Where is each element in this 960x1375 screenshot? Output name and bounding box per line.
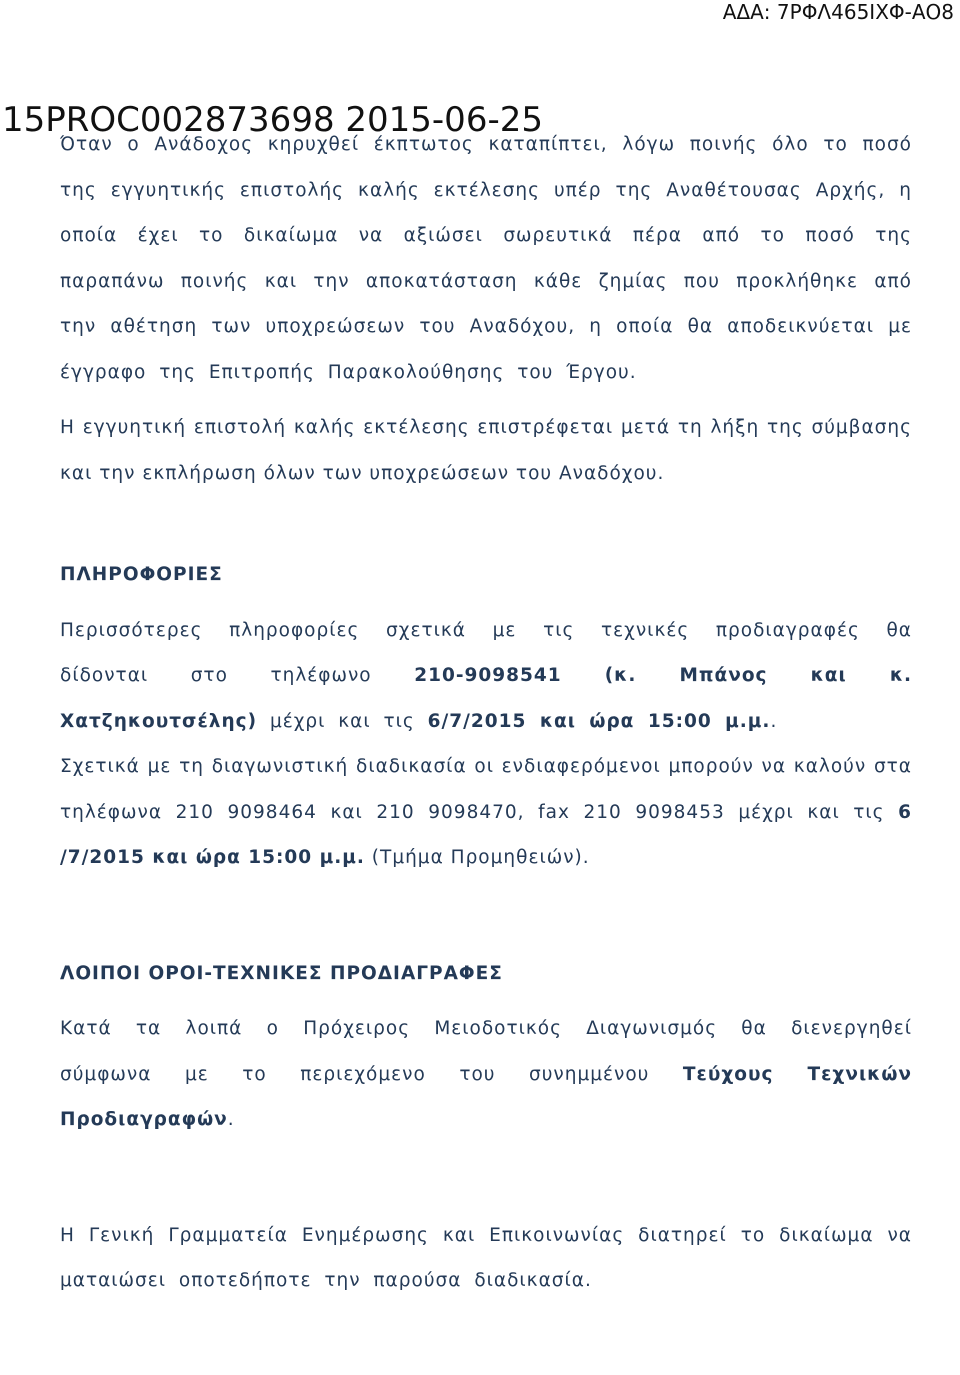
procurement-department: (Τμήμα Προμηθειών). <box>371 847 590 868</box>
other-terms-heading: ΛΟΙΠΟΙ ΟΡΟΙ-ΤΕΧΝΙΚΕΣ ΠΡΟΔΙΑΓΡΑΦΕΣ <box>60 962 503 984</box>
info-heading: ΠΛΗΡΟΦΟΡΙΕΣ <box>60 564 223 585</box>
info-phone-contacts: 210-9098541 (κ. Μπάνος και κ. Χατζηκουτσέλης) <box>60 665 912 732</box>
procedure-deadline: 6 /7/2015 και ώρα 15:00 μ.μ. <box>60 801 912 868</box>
paragraph-forfeiture: Όταν ο Ανάδοχος κηρυχθεί έκπτωτος καταπίπτει, λόγω ποινής όλο το ποσό της εγγυητικής επιστολής καλής εκτέλεσης υπέρ της Αναθέτουσας Αρχής, η οποία έχει το δικαίωμα να αξιώσει σωρευτικά πέρα από το ποσό της παραπάνω ποινής και την αποκατάσταση κάθε ζημίας που προκλήθηκε από την αθέτηση των υποχρεώσεων του Αναδόχου, η οποία θα αποδεικνύεται με έγγραφο της Επιτροπής Παρακολούθησης του Έργου. <box>60 134 912 383</box>
technical-specifications-volume: Τεύχους Τεχνικών Προδιαγραφών <box>60 1063 913 1130</box>
info-text-intro: Περισσότερες πληροφορίες σχετικά με τις τεχνικές προδιαγραφές θα δίδονται στο τηλέφωνο <box>60 619 912 686</box>
info-deadline: 6/7/2015 και ώρα 15:00 μ.μ. <box>427 710 771 732</box>
paragraph-cancellation-right: Η Γενική Γραμματεία Ενημέρωσης και Επικοινωνίας διατηρεί το δικαίωμα να ματαιώσει οποτεδήποτε την παρούσα διαδικασία. <box>60 1224 912 1291</box>
paragraph-other-terms: Κατά τα λοιπά ο Πρόχειρος Μειοδοτικός Διαγωνισμός θα διενεργηθεί σύμφωνα με το περιεχόμενο του συνημμένου Τεύχους Τεχνικών Προδιαγραφών. <box>60 1018 913 1130</box>
document-body <box>60 122 912 1304</box>
paragraph-info-procedure <box>60 744 912 881</box>
info-text-until: μέχρι και τις <box>269 710 415 732</box>
paragraph-info-technical: Περισσότερες πληροφορίες σχετικά με τις τεχνικές προδιαγραφές θα δίδονται στο τηλέφωνο 210-9098541 (κ. Μπάνος και κ. Χατζηκουτσέλης) μέχρι και τις 6/7/2015 και ώρα 15:00 μ.μ.. <box>60 619 912 732</box>
procedure-contacts-text: Σχετικά με τη διαγωνιστική διαδικασία οι ενδιαφερόμενοι μπορούν να καλούν στα τηλέφωνα 210 9098464 και 210 9098470, fax 210 9098453 μέχρι και τις <box>60 756 912 823</box>
paragraph-guarantee-return: Η εγγυητική επιστολή καλής εκτέλεσης επιστρέφεται μετά τη λήξη της σύμβασης και την εκπλήρωση όλων των υποχρεώσεων του Αναδόχου. <box>60 417 912 484</box>
ada-stamp: ΑΔΑ: 7ΡΦΛ465ΙΧΦ-ΑΟ8 <box>722 0 954 24</box>
proc-number-stamp: 15PROC002873698 2015-06-25 <box>2 100 543 140</box>
